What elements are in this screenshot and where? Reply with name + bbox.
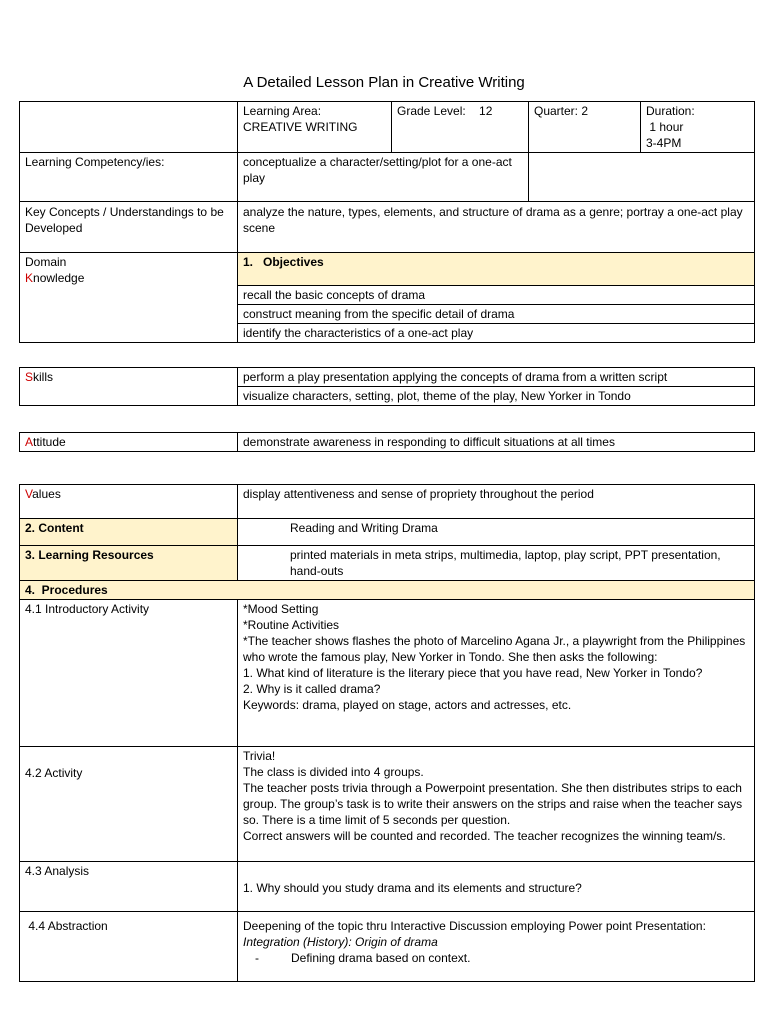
abstraction-integration: Integration (History): Origin of drama [243, 935, 438, 949]
quarter-cell: Quarter: 2 [529, 102, 641, 153]
activity-label-text: 4.2 Activity [25, 766, 83, 780]
abstraction-bullet-text: Defining drama based on context. [291, 951, 471, 965]
knowledge-item: recall the basic concepts of drama [238, 286, 755, 305]
values-value: display attentiveness and sense of propriety throughout the period [238, 485, 755, 519]
abstraction-bullet [243, 950, 749, 966]
intro-line: *The teacher shows flashes the photo of Marcelino Agana Jr., a playwright from the Philippines who wrote the famous play, New Yorker in Tondo. She then asks the following: [243, 634, 746, 664]
key-concepts-label: Key Concepts / Understandings to be Developed [20, 202, 238, 253]
intro-activity-label: 4.1 Introductory Activity [20, 600, 238, 747]
grade-level-cell: Grade Level: 12 [392, 102, 529, 153]
page-title: A Detailed Lesson Plan in Creative Writing [243, 74, 525, 91]
activity-content [238, 747, 755, 862]
learning-area-value: CREATIVE WRITING [243, 120, 358, 134]
objectives-heading: 1. Objectives [238, 253, 755, 286]
values-initial: V [25, 487, 33, 501]
intro-line: *Mood Setting [243, 602, 319, 616]
skills-rest: kills [33, 370, 54, 384]
empty-cell [20, 102, 238, 153]
abstraction-content [238, 912, 755, 982]
activity-label [20, 747, 238, 862]
duration-label: Duration: [646, 104, 695, 118]
procedures-heading: 4. Procedures [20, 581, 755, 600]
knowledge-initial: K [25, 271, 34, 285]
skills-item: visualize characters, setting, plot, theme of the play, New Yorker in Tondo [238, 387, 755, 406]
intro-activity-content [238, 600, 755, 747]
intro-line: 1. What kind of literature is the literary piece that you have read, New Yorker in Tondo? [243, 666, 703, 680]
resources-label: 3. Learning Resources [20, 546, 238, 581]
activity-line: The class is divided into 4 groups. [243, 765, 424, 779]
intro-line: *Routine Activities [243, 618, 340, 632]
abstraction-label: 4.4 Abstraction [20, 912, 238, 982]
activity-line: Correct answers will be counted and recorded. The teacher recognizes the winning team/s. [243, 829, 726, 843]
abstraction-line: Deepening of the topic thru Interactive Discussion employing Power point Presentation: [243, 919, 706, 933]
learning-area-label: Learning Area: [243, 104, 322, 118]
empty-cell [529, 153, 755, 202]
activity-line: Trivia! [243, 749, 276, 763]
attitude-table [19, 432, 755, 452]
competency-value: conceptualize a character/setting/plot for a one-act play [238, 153, 529, 202]
attitude-value: demonstrate awareness in responding to difficult situations at all times [238, 433, 755, 452]
activity-line: The teacher posts trivia through a Powerpoint presentation. She then distributes strips to each group. The group’s task is to write their answers on the strips and raise when the teacher says so. There is a time limit of 5 seconds per question. [243, 781, 743, 827]
competency-label: Learning Competency/ies: [20, 153, 238, 202]
resources-value: printed materials in meta strips, multimedia, laptop, play script, PPT presentation, hand-outs [238, 546, 755, 581]
analysis-question-cell [238, 862, 755, 912]
skills-item: perform a play presentation applying the concepts of drama from a written script [238, 368, 755, 387]
duration-value: 1 hour [646, 120, 684, 134]
skills-label [20, 368, 238, 406]
content-label: 2. Content [20, 519, 238, 546]
knowledge-rest: nowledge [33, 271, 85, 285]
dash-bullet: - [255, 951, 259, 965]
analysis-label: 4.3 Analysis [20, 862, 238, 912]
content-value: Reading and Writing Drama [238, 519, 755, 546]
lesson-plan-header-table [19, 101, 755, 343]
duration-cell [641, 102, 755, 153]
values-label [20, 485, 238, 519]
attitude-rest: ttitude [33, 435, 66, 449]
knowledge-item: construct meaning from the specific detail of drama [238, 305, 755, 324]
attitude-initial: A [25, 435, 34, 449]
skills-table [19, 367, 755, 406]
skills-initial: S [25, 370, 34, 384]
analysis-question: 1. Why should you study drama and its elements and structure? [243, 881, 582, 895]
learning-area-cell [238, 102, 392, 153]
knowledge-label [25, 270, 232, 286]
values-rest: alues [32, 487, 61, 501]
intro-line: 2. Why is it called drama? [243, 682, 381, 696]
attitude-label [20, 433, 238, 452]
domain-cell [20, 253, 238, 343]
duration-time: 3-4PM [646, 136, 682, 150]
procedures-table [19, 484, 755, 982]
knowledge-item: identify the characteristics of a one-act play [238, 324, 755, 343]
intro-line: Keywords: drama, played on stage, actors and actresses, etc. [243, 698, 572, 712]
key-concepts-value: analyze the nature, types, elements, and structure of drama as a genre; portray a one-act play scene [238, 202, 755, 253]
domain-label: Domain [25, 255, 67, 269]
